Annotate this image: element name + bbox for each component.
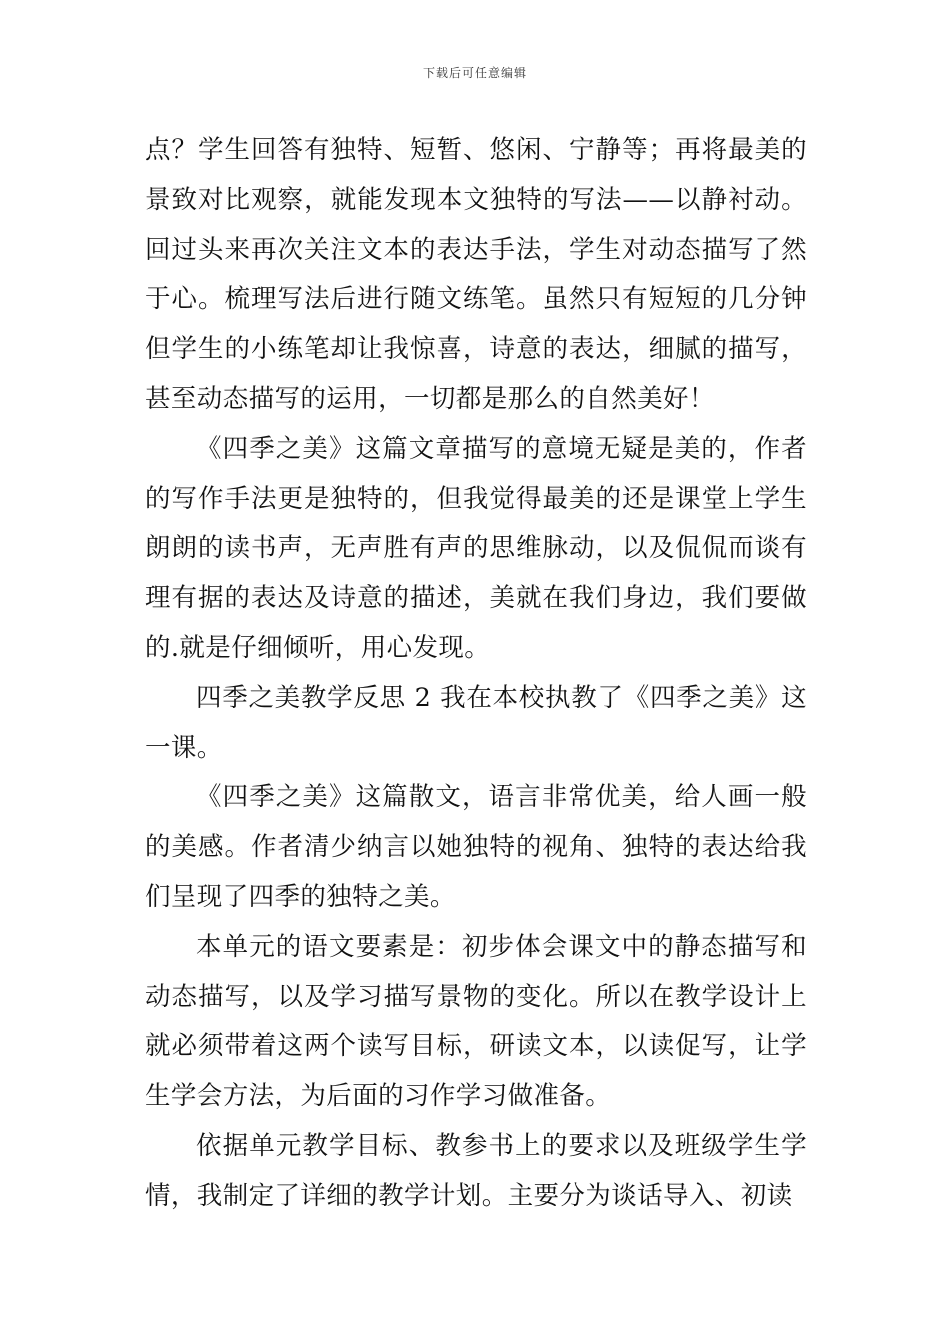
paragraph: 《四季之美》这篇散文，语言非常优美，给人画一般的美感。作者清少纳言以她独特的视角、独特的表达给我们呈现了四季的独特之美。 [145, 782, 807, 912]
paragraph: 依据单元教学目标、教参书上的要求以及班级学生学情，我制定了详细的教学计划。主要分为谈话导入、初读 [145, 1130, 807, 1211]
page-header: 下载后可任意编辑 [422, 66, 527, 80]
paragraph: 《四季之美》这篇文章描写的意境无疑是美的，作者的写作手法更是独特的，但我觉得最美的还是课堂上学生朗朗的读书声，无声胜有声的思维脉动，以及侃侃而谈有理有据的表达及诗意的描述，美就在我们身边，我们要做的.就是仔细倾听，用心发现。 [145, 433, 807, 663]
document-body [145, 126, 807, 1222]
paragraph: 点？学生回答有独特、短暂、悠闲、宁静等；再将最美的景致对比观察，就能发现本文独特的写法——以静衬动。回过头来再次关注文本的表达手法，学生对动态描写了然于心。梳理写法后进行随文练笔。虽然只有短短的几分钟但学生的小练笔却让我惊喜，诗意的表达，细腻的描写，甚至动态描写的运用，一切都是那么的自然美好！ [145, 135, 807, 414]
paragraph: 本单元的语文要素是：初步体会课文中的静态描写和动态描写，以及学习描写景物的变化。所以在教学设计上就必须带着这两个读写目标，研读文本，以读促写，让学生学会方法，为后面的习作学习做准备。 [145, 931, 807, 1112]
paragraph: 四季之美教学反思 2 我在本校执教了《四季之美》这一课。 [145, 682, 807, 763]
